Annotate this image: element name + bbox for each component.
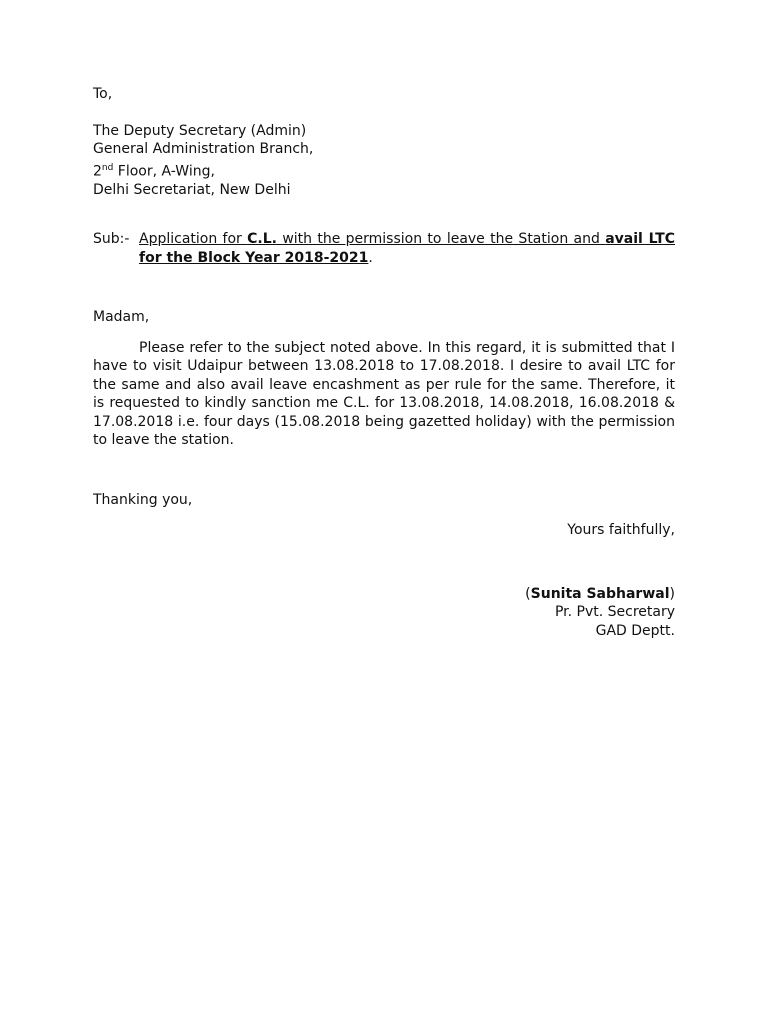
closing-line: Yours faithfully, — [567, 522, 675, 539]
body-paragraph: Please refer to the subject noted above. In this regard, it is submitted that I have to visit Udaipur between 13.08.2018 to 17.08.2018. I desire to avail LTC for the same and also avail leave encashment as per rule for the same. Therefore, it is requested to kindly sanction me C.L. for 13.08.2018, 14.08.2018, 16.08.2018 & 17.08.2018 i.e. four days (15.08.2018 being gazetted holiday) with the permission to leave the station. — [93, 339, 675, 449]
floor-text: Floor, A-Wing, — [117, 163, 215, 180]
subject-label: Sub:- — [93, 231, 130, 248]
greeting: To, — [93, 86, 113, 102]
subject-part-5: . — [368, 249, 373, 266]
signatory-name-line — [93, 585, 675, 604]
signature-block — [93, 585, 675, 641]
salutation: Madam, — [93, 309, 150, 326]
name-close-paren: ) — [669, 585, 675, 602]
address-line-2: General Administration Branch, — [93, 141, 314, 157]
recipient-address — [93, 122, 675, 200]
thanks-line: Thanking you, — [93, 491, 193, 508]
subject-line — [93, 230, 675, 267]
subject-part-1: Application for — [139, 231, 248, 248]
subject-part-4: avail LTC for the Block Year 2018-2021 — [139, 231, 676, 266]
subject-text — [139, 230, 675, 267]
address-line-4: Delhi Secretariat, New Delhi — [93, 181, 291, 198]
subject-part-3: with the permission to leave the Station and — [276, 231, 606, 248]
letter-page — [93, 85, 675, 640]
subject-part-2: C.L. — [247, 231, 277, 248]
name-open-paren: ( — [525, 585, 531, 602]
signatory-name: Sunita Sabharwal — [530, 585, 670, 602]
floor-suffix: nd — [101, 162, 114, 173]
address-line-1: The Deputy Secretary (Admin) — [93, 122, 307, 139]
signatory-designation: Pr. Pvt. Secretary — [554, 604, 675, 621]
floor-number: 2 — [93, 163, 102, 180]
address-line-3 — [93, 159, 675, 181]
signatory-department: GAD Deptt. — [595, 622, 675, 639]
